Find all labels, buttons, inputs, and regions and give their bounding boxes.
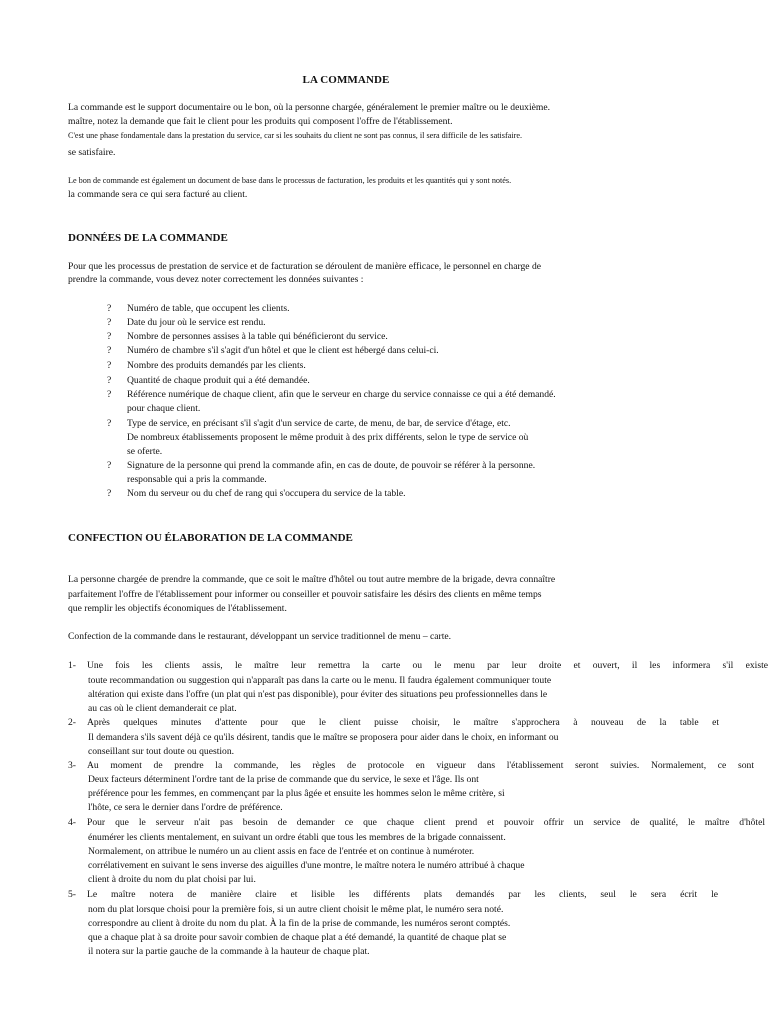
list-item-continuation: responsable qui a pris la commande. — [127, 474, 267, 485]
bullet-marker: ? — [107, 375, 112, 386]
bullet-marker: ? — [107, 360, 112, 371]
list-item-text: Nombre de personnes assises à la table qui bénéficieront du service. — [127, 331, 388, 342]
list-item — [0, 375, 768, 389]
numbered-item — [68, 760, 768, 772]
list-item-text: Date du jour où le service est rendu. — [127, 317, 266, 328]
bullet-marker: ? — [107, 303, 112, 314]
bullet-marker: ? — [107, 331, 112, 342]
list-item-text: Numéro de table, que occupent les clients. — [127, 303, 290, 314]
item-number: 4- — [68, 817, 76, 828]
item-continuation: Il demandera s'ils savent déjà ce qu'ils désirent, tandis que le maître se proposera pour aider dans le choix, en informant ou — [88, 732, 559, 743]
item-continuation: préférence pour les femmes, en commençant par la plus âgée et ensuite les hommes selon le même critère, si — [88, 788, 505, 799]
bullet-marker: ? — [107, 345, 112, 356]
item-first-line: Une fois les clients assis, le maître leur remettra la carte ou le menu par leur droite et ouvert, il les informera s'il existe — [87, 660, 768, 671]
list-item-text: Référence numérique de chaque client, afin que le serveur en charge du service connaisse ce qui a été demandé. — [127, 389, 556, 400]
item-continuation: Normalement, on attribue le numéro un au client assis en face de l'entrée et on continue à numéroter. — [88, 846, 475, 857]
bullet-marker: ? — [107, 317, 112, 328]
numbered-item — [68, 889, 768, 901]
bullet-marker: ? — [107, 418, 112, 429]
item-first-line: Le maître notera de manière claire et lisible les différents plats demandés par les clients, seul le sera écrit le — [87, 889, 718, 900]
item-continuation: altération qui existe dans l'offre (un plat qui n'est pas disponible), pour éviter des situations peu professionnelles dans le — [88, 689, 548, 700]
list-item-text: Quantité de chaque produit qui a été demandée. — [127, 375, 310, 386]
list-item-text: Type de service, en précisant s'il s'agit d'un service de carte, de menu, de bar, de service d'étage, etc. — [127, 418, 511, 429]
item-continuation: l'hôte, ce sera le dernier dans l'ordre de préférence. — [88, 802, 283, 813]
section-intro-line: que remplir les objectifs économiques de l'établissement. — [68, 603, 287, 614]
item-first-line: Après quelques minutes d'attente pour que le client puisse choisir, le maître s'approchera à nouveau de la table et — [87, 717, 719, 728]
item-continuation: corrélativement en suivant le sens inverse des aiguilles d'une montre, le maître notera le numéro attribué à chaque — [88, 860, 525, 871]
item-number: 5- — [68, 889, 76, 900]
item-continuation: toute recommandation ou suggestion qui n'apparaît pas dans la carte ou le menu. Il faudra également communiquer toute — [88, 675, 552, 686]
numbered-item — [68, 817, 768, 829]
page-title: LA COMMANDE — [302, 74, 390, 86]
section-heading: CONFECTION OU ÉLABORATION DE LA COMMANDE — [68, 532, 353, 544]
list-item — [0, 418, 768, 432]
section-intro-line: Pour que les processus de prestation de service et de facturation se déroulent de manière efficace, le personnel en charge de — [68, 261, 542, 272]
section-intro-line: parfaitement l'offre de l'établissement pour informer ou conseiller et pouvoir satisfaire les désirs des clients en même temps — [68, 589, 542, 600]
intro-line: La commande est le support documentaire ou le bon, où la personne chargée, généralement le premier maître ou le deuxième. — [68, 102, 550, 113]
section-intro-line: prendre la commande, vous devez noter correctement les données suivantes : — [68, 274, 364, 285]
list-item — [0, 331, 768, 345]
intro-line: C'est une phase fondamentale dans la prestation du service, car si les souhaits du client ne sont pas connus, il sera difficile de les satisfaire. — [68, 131, 523, 140]
item-continuation: que a chaque plat à sa droite pour savoir combien de chaque plat a été demandé, la quantité de chaque plat se — [88, 932, 507, 943]
list-item-text: Nom du serveur ou du chef de rang qui s'occupera du service de la table. — [127, 488, 406, 499]
numbered-item — [68, 660, 768, 672]
item-first-line: Pour que le serveur n'ait pas besoin de demander ce que chaque client prend et pouvoir offrir un service de qualité, le maître d'hôtel — [87, 817, 765, 828]
bullet-marker: ? — [107, 488, 112, 499]
item-continuation: au cas où le client demanderait ce plat. — [88, 703, 237, 714]
list-item-continuation: pour chaque client. — [127, 403, 201, 414]
item-continuation: il notera sur la partie gauche de la commande à la hauteur de chaque plat. — [88, 946, 370, 957]
item-continuation: énumérer les clients mentalement, en suivant un ordre établi que tous les membres de la brigade connaissent. — [88, 832, 506, 843]
intro-line: maître, notez la demande que fait le client pour les produits qui composent l'offre de l'établissement. — [68, 116, 453, 127]
intro-line: la commande sera ce qui sera facturé au client. — [68, 189, 248, 200]
list-item — [0, 345, 768, 359]
section-intro-line: La personne chargée de prendre la commande, que ce soit le maître d'hôtel ou tout autre membre de la brigade, devra connaître — [68, 574, 556, 585]
item-continuation: conseillant sur tout doute ou question. — [88, 746, 235, 757]
list-item — [0, 389, 768, 403]
item-continuation: nom du plat lorsque choisi pour la première fois, si un autre client choisit le même plat, le numéro sera noté. — [88, 904, 504, 915]
list-item-continuation: se oferte. — [127, 446, 163, 457]
section-heading: DONNÉES DE LA COMMANDE — [68, 232, 228, 244]
intro-line: se satisfaire. — [68, 147, 116, 158]
item-number: 1- — [68, 660, 76, 671]
list-item-text: Nombre des produits demandés par les clients. — [127, 360, 306, 371]
item-continuation: client à droite du nom du plat choisi par lui. — [88, 874, 256, 885]
item-continuation: Deux facteurs déterminent l'ordre tant de la prise de commande que du service, le sexe et l'âge. Ils ont — [88, 774, 479, 785]
list-item-text: Signature de la personne qui prend la commande afin, en cas de doute, de pouvoir se référer à la personne. — [127, 460, 536, 471]
item-number: 2- — [68, 717, 76, 728]
numbered-item — [68, 717, 768, 729]
item-first-line: Au moment de prendre la commande, les règles de protocole en vigueur dans l'établissement seront suivies. Normalement, ce sont — [87, 760, 754, 771]
list-item — [0, 317, 768, 331]
list-item-text: Numéro de chambre s'il s'agit d'un hôtel et que le client est hébergé dans celui-ci. — [127, 345, 439, 356]
list-item — [0, 460, 768, 474]
item-continuation: correspondre au client à droite du nom du plat. À la fin de la prise de commande, les numéros seront comptés. — [88, 918, 511, 929]
bullet-marker: ? — [107, 460, 112, 471]
intro-line: Le bon de commande est également un document de base dans le processus de facturation, les produits et les quantités qui y sont notés. — [68, 176, 512, 185]
section-subline: Confection de la commande dans le restaurant, développant un service traditionnel de menu – carte. — [68, 631, 452, 642]
list-item — [0, 303, 768, 317]
item-number: 3- — [68, 760, 76, 771]
bullet-marker: ? — [107, 389, 112, 400]
list-item — [0, 488, 768, 502]
list-item-continuation: De nombreux établissements proposent le même produit à des prix différents, selon le type de service où — [127, 432, 529, 443]
list-item — [0, 360, 768, 374]
